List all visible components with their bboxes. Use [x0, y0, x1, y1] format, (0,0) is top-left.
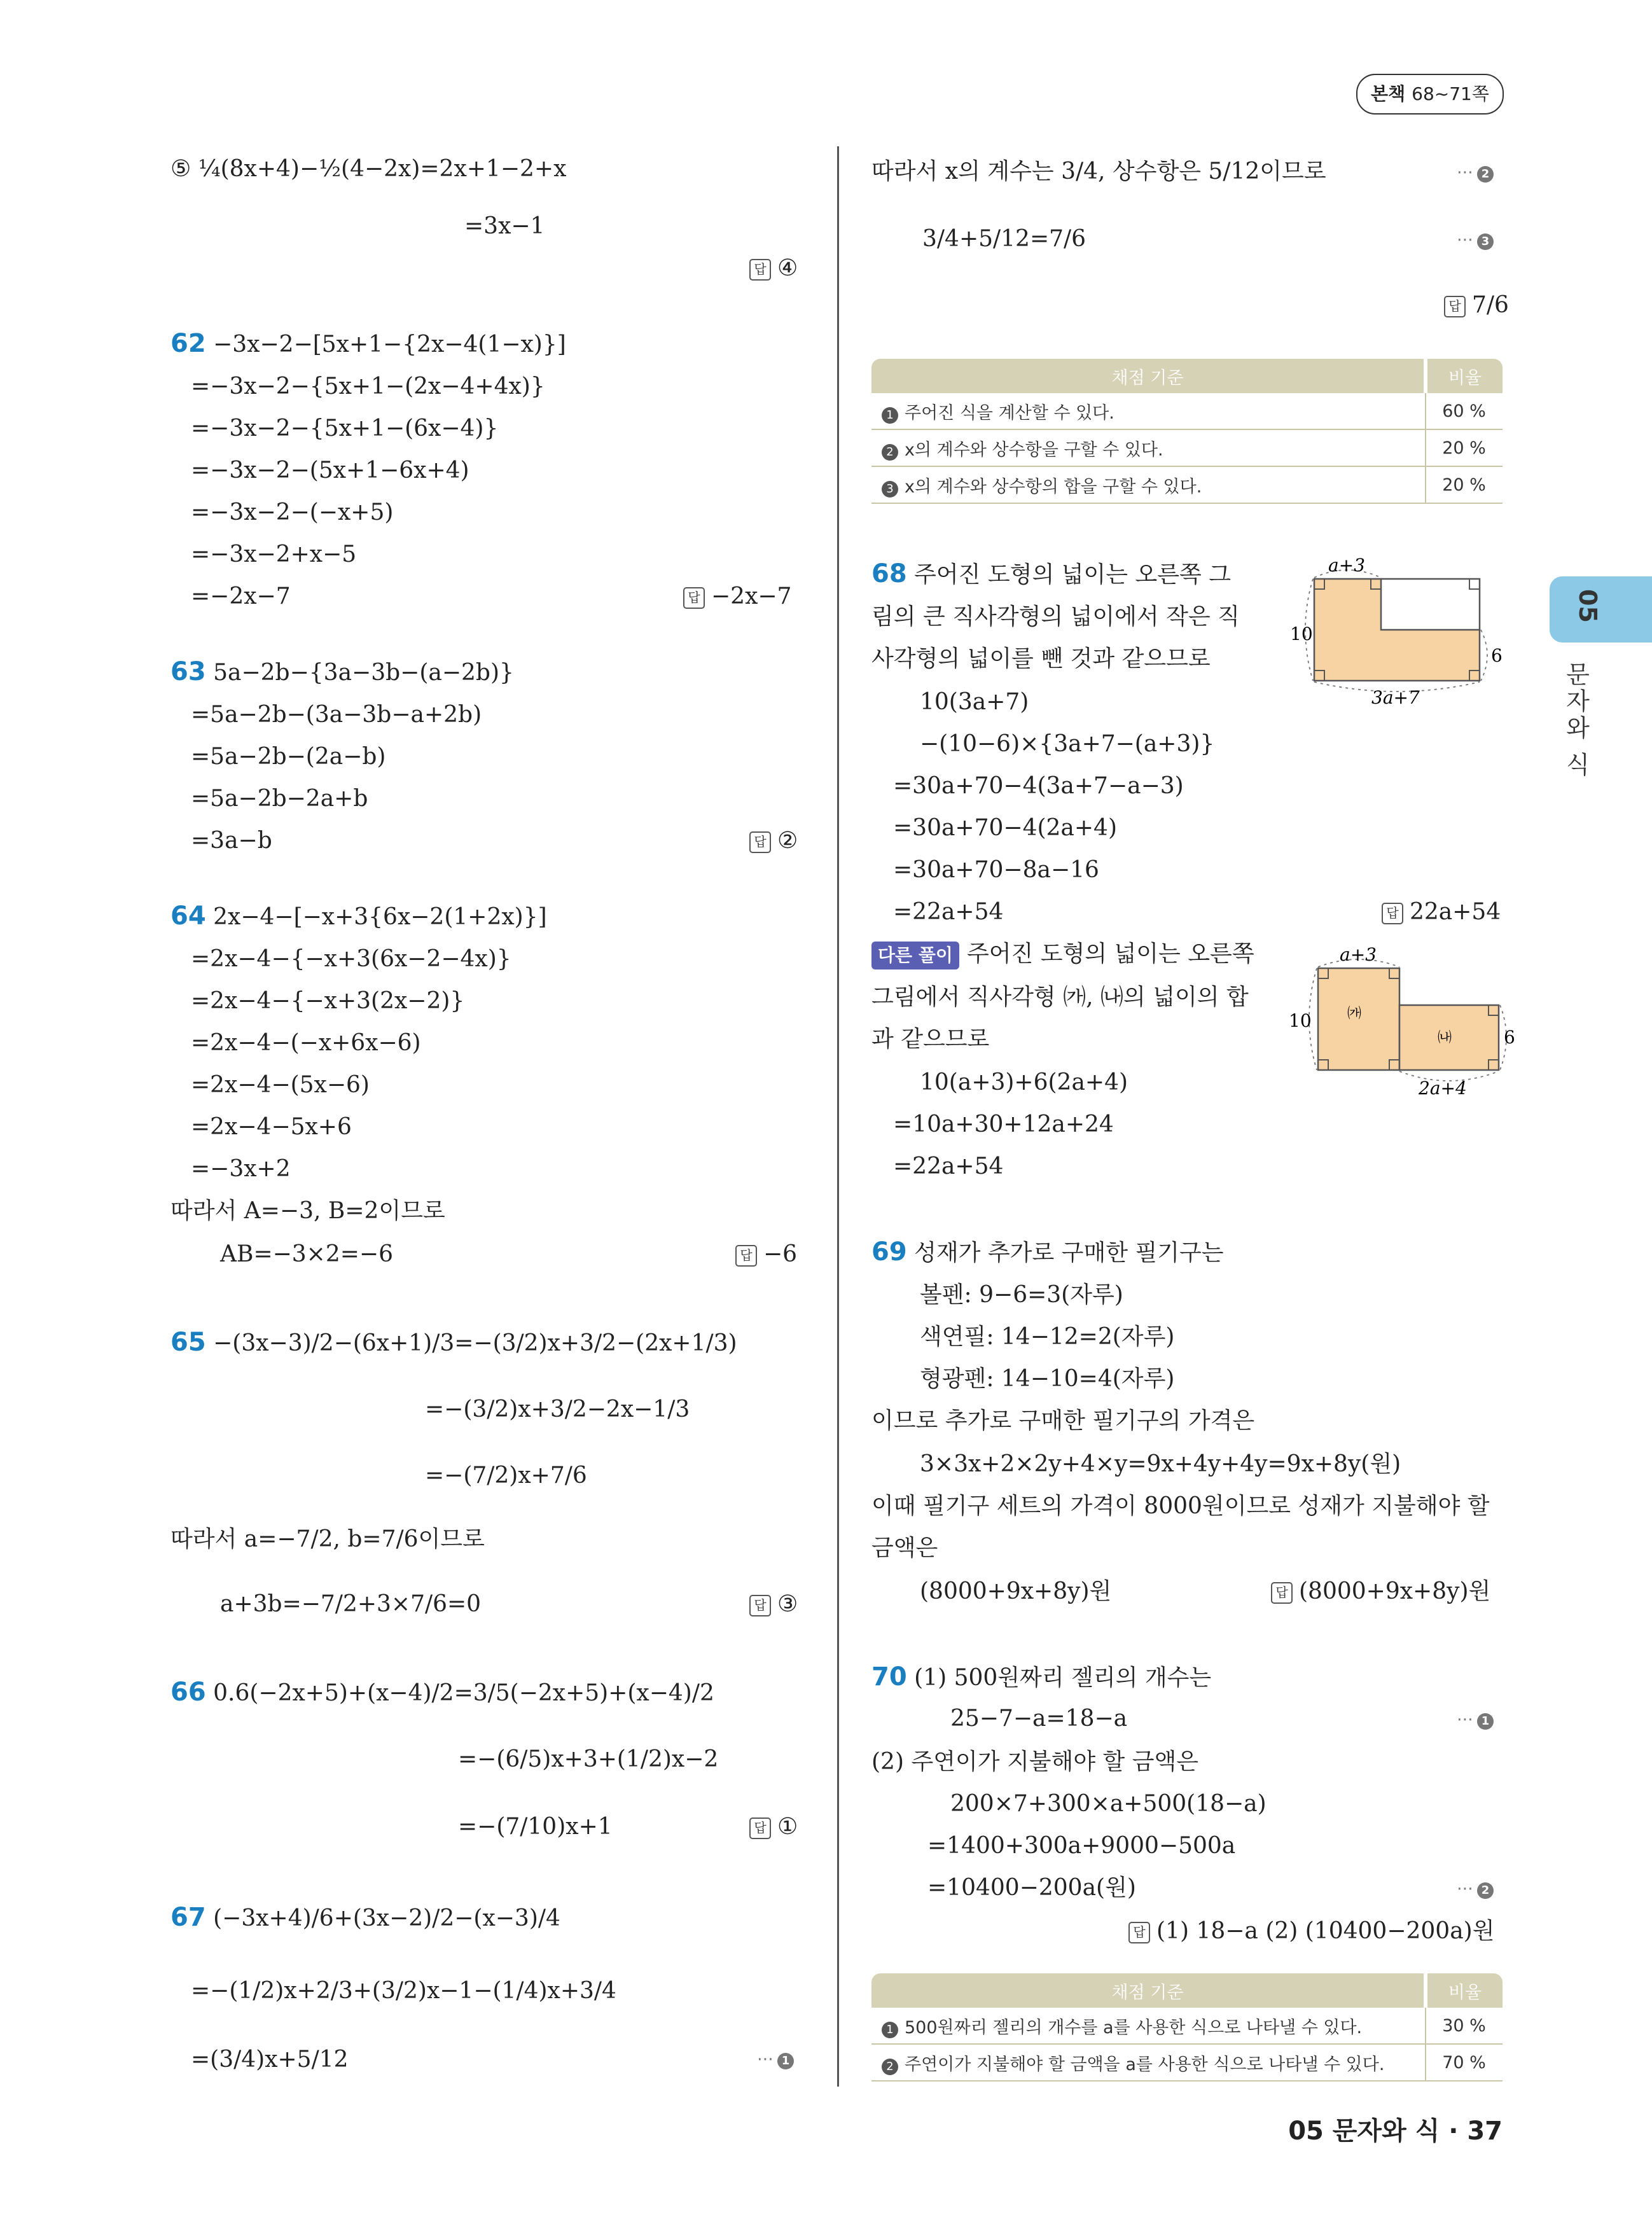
problem-62-line: =−3x−2−{5x+1−(6x−4)}	[191, 415, 499, 441]
problem-68-first: 68 주어진 도형의 넓이는 오른쪽 그	[871, 559, 1231, 588]
column-divider	[837, 146, 839, 2087]
problem-64-line: =2x−4−(−x+6x−6)	[191, 1030, 421, 1056]
solution-67-cont-line-1: 따라서 x의 계수는 3/4, 상수항은 5/12이므로	[871, 158, 1326, 184]
problem-69-line: 이때 필기구 세트의 가격이 8000원이므로 성재가 지불해야 할	[871, 1493, 1490, 1519]
chapter-tab[interactable]	[1550, 576, 1652, 643]
problem-69-line: 색연필: 14−12=2(자루)	[920, 1324, 1175, 1350]
page-range-badge	[1356, 74, 1504, 115]
answer-68: 답 22a+54	[1382, 900, 1501, 925]
answer-63: 답 ②	[749, 828, 798, 854]
problem-62-line: =−3x−2−(−x+5)	[191, 499, 394, 525]
problem-70-line: =10400−200a(원)	[927, 1875, 1136, 1901]
answer-65: 답 ③	[749, 1592, 798, 1617]
problem-62-line: =−2x−7	[191, 583, 291, 609]
problem-62-line: =−3x−2−(5x+1−6x+4)	[191, 457, 469, 483]
problem-62-line: =−3x−2+x−5	[191, 541, 357, 567]
problem-number-65: 65	[170, 1328, 206, 1357]
problem-69-line: 3×3x+2×2y+4×y=9x+4y+4y=9x+8y(원)	[920, 1451, 1401, 1477]
fig2-left-label: 10	[1289, 1010, 1312, 1031]
step-marker-3: ⋯ 3	[1457, 230, 1494, 250]
problem-65-line: =−(7/2)x+7/6	[425, 1463, 587, 1489]
problem-70-line: 200×7+300×a+500(18−a)	[950, 1791, 1267, 1817]
table-head-criteria: 채점 기준	[871, 1973, 1426, 2008]
answer-70: 답 (1) 18−a (2) (10400−200a)원	[1128, 1919, 1494, 1944]
problem-number-68: 68	[871, 559, 907, 588]
problem-68-line: =30a+70−4(2a+4)	[893, 815, 1118, 841]
problem-65-line: a+3b=−7/2+3×7/6=0	[220, 1591, 482, 1617]
badge-label: 본책	[1371, 83, 1406, 104]
step-marker-2: ⋯ 2	[1457, 1879, 1494, 1899]
problem-number-66: 66	[170, 1678, 206, 1707]
answer-67: 답 7/6	[1444, 293, 1509, 318]
fig2-rect-ga-label: ㈎	[1347, 1006, 1362, 1022]
badge-pages: 68~71쪽	[1412, 83, 1489, 104]
answer-icon: 답	[749, 1595, 771, 1616]
table-row: 2 x의 계수와 상수항을 구할 수 있다. 20 %	[871, 429, 1503, 466]
fig2-right-label: 6	[1504, 1027, 1515, 1048]
table-head-criteria: 채점 기준	[871, 359, 1426, 393]
problem-63-line: =5a−2b−(3a−3b−a+2b)	[191, 702, 482, 728]
fig1-bottom-label: 3a+7	[1371, 687, 1420, 708]
table-head-ratio: 비율	[1426, 1973, 1503, 2008]
answer-5: 답 ④	[749, 256, 798, 281]
step-marker-1: ⋯ 1	[757, 2050, 794, 2069]
problem-64-line: =2x−4−(5x−6)	[191, 1072, 370, 1098]
step-marker-1: ⋯ 1	[1457, 1710, 1494, 1730]
problem-70-line: 25−7−a=18−a	[950, 1706, 1128, 1732]
problem-68-line: 사각형의 넓이를 뺀 것과 같으므로	[871, 646, 1211, 672]
page-footer: 05 문자와 식 · 37	[1288, 2116, 1503, 2146]
alt-solution-first: 다른 풀이 주어진 도형의 넓이는 오른쪽	[871, 942, 1254, 970]
problem-68-line: =22a+54	[893, 899, 1004, 925]
problem-64-line: =2x−4−5x+6	[191, 1114, 352, 1140]
answer-icon: 답	[683, 587, 705, 609]
problem-69-first: 69 성재가 추가로 구매한 필기구는	[871, 1237, 1224, 1267]
answer-icon: 답	[1444, 296, 1466, 317]
problem-64-line: =2x−4−{−x+3(6x−2−4x)}	[191, 946, 511, 972]
problem-63-line: =5a−2b−2a+b	[191, 786, 368, 812]
alt-solution-line: 10(a+3)+6(2a+4)	[920, 1069, 1128, 1095]
problem-69-line: (8000+9x+8y)원	[920, 1578, 1112, 1604]
problem-64-first: 64 2x−4−[−x+3{6x−2(1+2x)}]	[170, 901, 547, 931]
problem-66-first: 66 0.6(−2x+5)+(x−4)/2=3/5(−2x+5)+(x−4)/2	[170, 1678, 714, 1707]
problem-70-line: (2) 주연이가 지불해야 할 금액은	[871, 1749, 1199, 1775]
problem-65-line: =−(3/2)x+3/2−2x−1/3	[425, 1396, 690, 1422]
solution-67-cont-line-2: 3/4+5/12=7/6	[922, 226, 1086, 252]
problem-number-69: 69	[871, 1237, 907, 1267]
solution-5-line-2: =3x−1	[464, 213, 545, 239]
problem-69-line: 형광펜: 14−10=4(자루)	[920, 1366, 1175, 1392]
fig1-right-label: 6	[1491, 645, 1503, 666]
figure-l-shape-subtraction	[1289, 553, 1505, 706]
problem-65-first: 65 −(3x−3)/2−(6x+1)/3=−(3/2)x+3/2−(2x+1/3)	[170, 1328, 737, 1357]
fig2-top-label: a+3	[1340, 944, 1377, 965]
fig1-left-label: 10	[1290, 623, 1313, 644]
problem-number-64: 64	[170, 901, 206, 931]
table-row: 1 주어진 식을 계산할 수 있다. 60 %	[871, 393, 1503, 429]
answer-icon: 답	[1128, 1922, 1150, 1943]
problem-63-first: 63 5a−2b−{3a−3b−(a−2b)}	[170, 657, 514, 686]
problem-68-line: =30a+70−8a−16	[893, 857, 1099, 883]
problem-64-line: 따라서 A=−3, B=2이므로	[170, 1198, 445, 1224]
scoring-table-70	[871, 1973, 1503, 2082]
problem-62-first: 62 −3x−2−[5x+1−{2x−4(1−x)}]	[170, 329, 566, 358]
answer-69: 답 (8000+9x+8y)원	[1271, 1579, 1490, 1604]
fig2-rect-na-label: ㈏	[1438, 1030, 1452, 1046]
chapter-title: 문자와 식	[1562, 662, 1590, 779]
problem-66-line: =−(6/5)x+3+(1/2)x−2	[458, 1746, 719, 1772]
problem-63-line: =3a−b	[191, 828, 272, 854]
answer-64: 답 −6	[735, 1242, 797, 1267]
figure-l-shape-sum	[1289, 935, 1515, 1101]
problem-69-line: 볼펜: 9−6=3(자루)	[920, 1282, 1123, 1308]
problem-number-70: 70	[871, 1662, 907, 1692]
alt-solution-line: =10a+30+12a+24	[893, 1111, 1114, 1137]
problem-number-63: 63	[170, 657, 206, 686]
problem-number-62: 62	[170, 329, 206, 358]
answer-icon: 답	[749, 831, 771, 853]
chapter-number: 05	[1574, 589, 1602, 623]
problem-68-line: −(10−6)×{3a+7−(a+3)}	[920, 731, 1215, 757]
problem-69-line: 이므로 추가로 구매한 필기구의 가격은	[871, 1408, 1255, 1434]
problem-64-line: AB=−3×2=−6	[220, 1241, 393, 1267]
fig2-bottom-label: 2a+4	[1419, 1078, 1467, 1099]
answer-icon: 답	[749, 1817, 771, 1839]
alt-solution-line: =22a+54	[893, 1153, 1004, 1179]
table-head-ratio: 비율	[1426, 359, 1503, 393]
answer-icon: 답	[735, 1245, 757, 1267]
problem-64-line: =−3x+2	[191, 1156, 291, 1182]
answer-icon: 답	[1271, 1582, 1293, 1604]
problem-68-line: 림의 큰 직사각형의 넓이에서 작은 직	[871, 604, 1240, 630]
problem-64-line: =2x−4−{−x+3(2x−2)}	[191, 988, 465, 1014]
problem-67-line: =(3/4)x+5/12	[191, 2047, 349, 2073]
problem-67-line: =−(1/2)x+2/3+(3/2)x−1−(1/4)x+3/4	[191, 1978, 616, 2004]
problem-number-67: 67	[170, 1903, 206, 1932]
step-marker-2: ⋯ 2	[1457, 163, 1494, 183]
problem-68-line: =30a+70−4(3a+7−a−3)	[893, 773, 1184, 799]
answer-66: 답 ①	[749, 1814, 798, 1840]
problem-63-line: =5a−2b−(2a−b)	[191, 744, 386, 770]
problem-67-first: 67 (−3x+4)/6+(3x−2)/2−(x−3)/4	[170, 1903, 560, 1932]
problem-66-line: =−(7/10)x+1	[458, 1814, 613, 1840]
scoring-table-67	[871, 359, 1503, 504]
table-row: 3 x의 계수와 상수항의 합을 구할 수 있다. 20 %	[871, 466, 1503, 503]
problem-70-line: =1400+300a+9000−500a	[927, 1833, 1236, 1859]
problem-68-line: 10(3a+7)	[920, 689, 1029, 715]
alt-solution-line: 과 같으므로	[871, 1026, 990, 1052]
solution-5-line-1: ⑤ ¼(8x+4)−½(4−2x)=2x+1−2+x	[170, 156, 567, 182]
problem-69-line: 금액은	[871, 1535, 938, 1561]
answer-icon: 답	[1382, 903, 1403, 924]
problem-70-first: 70 (1) 500원짜리 젤리의 개수는	[871, 1662, 1212, 1692]
alt-solution-line: 그림에서 직사각형 ㈎, ㈏의 넓이의 합	[871, 984, 1249, 1010]
problem-65-line: 따라서 a=−7/2, b=7/6이므로	[170, 1526, 485, 1552]
answer-icon: 답	[749, 259, 771, 281]
answer-62: 답 −2x−7	[683, 584, 791, 609]
table-row: 1 500원짜리 젤리의 개수를 a를 사용한 식으로 나타낼 수 있다. 30 %	[871, 2008, 1503, 2044]
problem-62-line: =−3x−2−{5x+1−(2x−4+4x)}	[191, 373, 545, 400]
table-row: 2 주연이가 지불해야 할 금액을 a를 사용한 식으로 나타낼 수 있다. 70 %	[871, 2044, 1503, 2081]
alt-solution-tag: 다른 풀이	[871, 942, 959, 970]
fig1-top-label: a+3	[1328, 555, 1365, 576]
